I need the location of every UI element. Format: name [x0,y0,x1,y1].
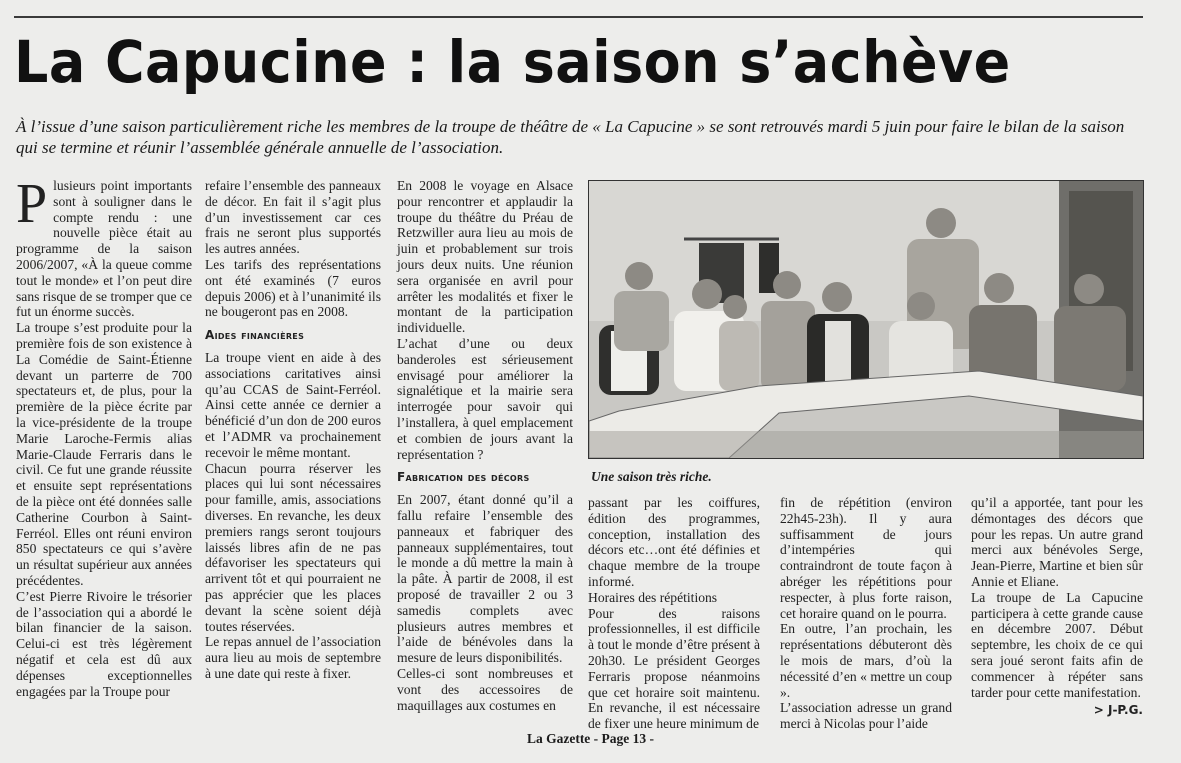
article-column-6 [971,495,1143,719]
article-column-3 [397,178,573,713]
paragraph: Le repas annuel de l’association aura lieu au mois de septembre à une date qui reste à fixer. [205,634,381,681]
paragraph: passant par les coiffures, édition des programmes, conception, installation des décors etc…ont été définies et chaque membre de la troupe informé. [588,495,760,589]
paragraph: En 2007, étant donné qu’il a fallu refaire l’ensemble des panneaux et fabriquer des panneaux supplémentaires, tout le monde a dû mettre la main à la pâte. À partir de 2008, il est proposé de travailler 2 ou 3 samedis complets avec plusieurs autres membres et l’aide de bénévoles dans la mesure de leurs disponibilités. [397,492,573,666]
paragraph: qu’il a apportée, tant pour les démontages des décors que pour les repas. Un autre grand merci aux bénévoles Serge, Jean-Pierre, Martine et bien sûr Annie et Eliane. [971,495,1143,589]
article-column-4 [588,495,760,732]
first-paragraph [16,173,192,320]
paragraph: En outre, l’an prochain, les représentations débuteront dès le mois de mars, d’où la nécessité d’en « mettre un coup ». [780,621,952,700]
photo-caption: Une saison très riche. [591,469,712,484]
author-signature: > J-P.G. [1093,703,1143,718]
paragraph: Pour des raisons professionnelles, il est difficile à tout le monde d’être présent à 20h30. Le président Georges Ferraris propose néanmoins que cet horaire soit maintenu. En revanche, il est nécessaire de fixer une heure minimum de [588,605,760,732]
paragraph: C’est Pierre Rivoire le trésorier de l’association qui a abordé le bilan financier de la saison. Celui-ci est très légèrement négatif et cela est dû aux dépenses exceptionnelles engagées par la Troupe pour [16,588,192,699]
headline: La Capucine : la saison s’achève [14,28,1011,96]
paragraph: En 2008 le voyage en Alsace pour rencontrer et applaudir la troupe du théâtre du Préau de Retzwiller aura lieu au mois de juin et probablement sur trois jours deux nuits. Une réunion sera organisée en avril pour arrêter les modalités et fixer le montant de la participation individuelle. [397,178,573,336]
paragraph: refaire l’ensemble des panneaux de décor. En fait il s’agit plus d’un investissement car ces frais ne seront plus supportés les autres années. [205,178,381,257]
paragraph: Chacun pourra réserver les places qui lui sont nécessaires pour famille, amis, associations diverses. En revanche, les deux premiers rangs seront toujours laissés libres afin de ne pas défavoriser les spectateurs qui arrivent tôt et qui pourraient ne pas apprécier que les places devant la scène soient déjà toutes réservées. [205,460,381,634]
paragraph: L’association adresse un grand merci à Nicolas pour l’aide [780,700,952,732]
paragraph: La troupe s’est produite pour la première fois de son existence à La Comédie de Saint-Étienne devant un parterre de 700 spectateurs et, de plus, pour la première de la pièce écrite par la vice-présidente de la troupe Marie Laroche-Fermis alias Marie-Claude Ferraris dans le civil. Ce fut une grande réussite et ensuite sept représentations de la pièce ont été données salle Catherine Courbon à Saint-Ferréol. Elles ont réuni environ 850 spectateurs ce qui s’avère un résultat supérieur aux années précédentes. [16,320,192,588]
group-photo-illustration [589,181,1143,458]
paragraph-text: lusieurs point importants sont à souligner dans le compte rendu : une nouvelle pièce était au programme de la saison 2006/2007, «À la queue comme tout le monde» et l’on peut dire sans risque de se tromper que ce fut un énorme succès. [16,178,192,320]
paragraph: fin de répétition (environ 22h45-23h). Il y aura suffisamment de jours d’intempéries qui contraindront de toute façon à abréger les répétitions pour respecter, à plus forte raison, cet horaire quand on le pourra. [780,495,952,621]
paragraph: La troupe vient en aide à des associations caritatives ainsi qu’au CCAS de Saint-Ferréol. Ainsi cette année ce dernier a bénéficié d’un don de 200 euros et l’ADMR va prochainement recevoir le même montant. [205,349,381,460]
group-photo [588,180,1144,459]
top-rule [14,16,1143,18]
article-column-1 [16,173,192,699]
drop-cap: P [16,173,48,235]
subhead-decors: Fabrication des décors [397,470,530,485]
page-footer: La Gazette - Page 13 - [526,731,655,746]
lede: À l’issue d’une saison particulièrement riche les membres de la troupe de théâtre de « La Capucine » se sont retrouvés mardi 5 juin pour faire le bilan de la saison qui se termine et réunir l’assemblée générale annuelle de l’association. [16,117,1125,157]
paragraph: L’achat d’une ou deux banderoles est sérieusement envisagé pour améliorer la signalétique et la mairie sera interrogée pour savoir qui l’installera, à quel emplacement et combien de jours avant la représentation ? [397,335,573,462]
subhead-aides: Aides financières [205,328,305,343]
paragraph: La troupe de La Capucine participera à cette grande cause en décembre 2007. Début septembre, les choix de ce qui sera joué seront faits afin de commencer à répéter sans tarder pour cette manifestation. [971,589,1143,700]
paragraph: Les tarifs des représentations ont été examinés (7 euros depuis 2006) et à l’unanimité ils ne bougeront pas en 2008. [205,256,381,320]
article-column-2 [205,178,381,682]
article-column-5 [780,495,952,732]
inline-heading: Horaires des répétitions [588,589,718,605]
paragraph: Celles-ci sont nombreuses et vont des accessoires de maquillages aux costumes en [397,665,573,713]
